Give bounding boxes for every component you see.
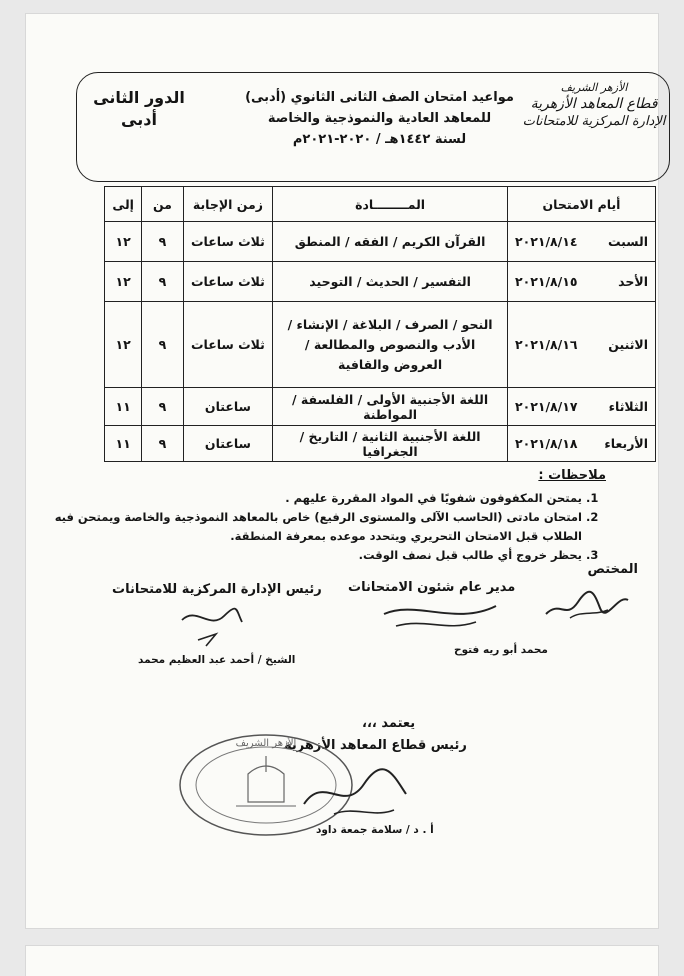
subject-text: اللغة الأجنبية الثانية / التاريخ / الجغرافيا xyxy=(299,428,481,459)
from-cell: ٩ xyxy=(142,388,183,426)
sector-head-signature xyxy=(294,764,414,824)
org-line-2: قطاع المعاهد الأزهرية xyxy=(530,96,658,112)
duration-cell: ساعتان xyxy=(183,426,273,462)
header-days: أيام الامتحان xyxy=(507,187,655,222)
seal-text: الأزهر الشريف xyxy=(235,738,297,749)
exam-date: ٢٠٢١/٨/١٦ xyxy=(514,337,578,352)
approve-label: يعتمد ،،، xyxy=(362,716,416,731)
central-head-title: رئيس الإدارة المركزية للامتحانات xyxy=(112,582,322,597)
subject-text: النحو / الصرف / البلاغة / الإنشاء / xyxy=(287,316,493,332)
table-header-row xyxy=(105,187,656,222)
exam-date: ٢٠٢١/٨/١٨ xyxy=(514,436,578,451)
subject-cell xyxy=(273,222,508,262)
exam-date: ٢٠٢١/٨/١٧ xyxy=(514,399,578,414)
day-name: الثلاثاء xyxy=(608,399,648,414)
exam-date: ٢٠٢١/٨/١٤ xyxy=(514,234,578,249)
header-duration: زمن الإجابة xyxy=(183,187,273,222)
next-page-edge xyxy=(26,946,658,976)
table-row xyxy=(105,302,656,388)
subject-cell xyxy=(273,302,508,388)
schedule-title xyxy=(242,87,517,150)
duration-cell: ثلاث ساعات xyxy=(183,262,273,302)
exam-schedule-table xyxy=(104,186,656,462)
document-page xyxy=(26,14,666,928)
specialist-title: المختص xyxy=(587,562,638,577)
duration-cell: ساعتان xyxy=(183,388,273,426)
day-cell xyxy=(507,262,655,302)
sector-head-name: أ . د / سلامة جمعة داود xyxy=(316,824,434,836)
to-cell: ١٢ xyxy=(105,302,142,388)
day-name: السبت xyxy=(607,234,648,249)
exams-manager-signature xyxy=(376,596,506,636)
table-row xyxy=(105,262,656,302)
round-line-1: الدور الثانى xyxy=(93,88,185,107)
duration-cell: ثلاث ساعات xyxy=(183,302,273,388)
subject-cell xyxy=(273,388,508,426)
to-cell: ١١ xyxy=(105,426,142,462)
round-line-2: أدبى xyxy=(121,110,157,129)
table-row xyxy=(105,426,656,462)
subject-cell xyxy=(273,426,508,462)
note-item: 2. امتحان مادتى (الحاسب الآلى والمستوى الرفيع) خاص بالمعاهد النموذجية والخاصة ويمتحن فيه الطلاب قبل الامتحان التحريري ويتحدد موعده بمعرفة المنطقة. xyxy=(26,508,582,546)
title-line-2: للمعاهد العادية والنموذجية والخاصة xyxy=(267,111,492,126)
duration-cell: ثلاث ساعات xyxy=(183,222,273,262)
header-subject: المــــــــادة xyxy=(273,187,508,222)
title-line-1: مواعيد امتحان الصف الثانى الثانوي (أدبى) xyxy=(245,90,514,105)
header-to: إلى xyxy=(105,187,142,222)
exams-manager-name: محمد أبو ريه فتوح xyxy=(454,644,548,656)
day-cell xyxy=(507,388,655,426)
subject-text: التفسير / الحديث / التوحيد xyxy=(309,274,471,289)
day-name: الأحد xyxy=(618,274,648,289)
exam-round xyxy=(89,87,189,131)
header-from: من xyxy=(142,187,183,222)
sector-head-title: رئيس قطاع المعاهد الأزهرية xyxy=(284,738,467,753)
note-item: 3. يحظر خروج أي طالب قبل نصف الوقت. xyxy=(26,546,582,565)
exams-manager-title: مدير عام شئون الامتحانات xyxy=(348,580,516,595)
central-head-name: الشيخ / أحمد عبد العظيم محمد xyxy=(138,654,296,666)
header-box xyxy=(76,72,670,182)
central-head-signature xyxy=(176,600,246,650)
subject-text: الأدب والنصوص والمطالعة / xyxy=(304,336,476,352)
to-cell: ١٢ xyxy=(105,222,142,262)
table-row xyxy=(105,388,656,426)
day-cell xyxy=(507,426,655,462)
organization-header xyxy=(519,79,669,130)
org-line-3: الإدارة المركزية للامتحانات xyxy=(522,114,666,129)
subject-text: اللغة الأجنبية الأولى / الفلسفة / المواطنة xyxy=(291,391,489,422)
subject-cell xyxy=(273,262,508,302)
notes-title: ملاحظات : xyxy=(538,468,606,483)
from-cell: ٩ xyxy=(142,426,183,462)
from-cell: ٩ xyxy=(142,262,183,302)
title-line-3: لسنة ١٤٤٢هـ / ٢٠٢٠-٢٠٢١م xyxy=(292,132,467,147)
day-cell xyxy=(507,302,655,388)
day-name: الأربعاء xyxy=(604,436,648,451)
from-cell: ٩ xyxy=(142,222,183,262)
day-name: الاثنين xyxy=(608,337,648,352)
to-cell: ١١ xyxy=(105,388,142,426)
org-line-1: الأزهر الشريف xyxy=(560,81,628,94)
to-cell: ١٢ xyxy=(105,262,142,302)
exam-date: ٢٠٢١/٨/١٥ xyxy=(514,274,578,289)
from-cell: ٩ xyxy=(142,302,183,388)
subject-text: القرآن الكريم / الفقه / المنطق xyxy=(294,234,486,249)
specialist-signature xyxy=(542,580,632,624)
day-cell xyxy=(507,222,655,262)
subject-text: العروض والقافية xyxy=(338,356,443,372)
notes-section xyxy=(26,466,606,565)
table-row xyxy=(105,222,656,262)
note-item: 1. يمتحن المكفوفون شفويًا في المواد المقررة عليهم . xyxy=(26,489,582,508)
